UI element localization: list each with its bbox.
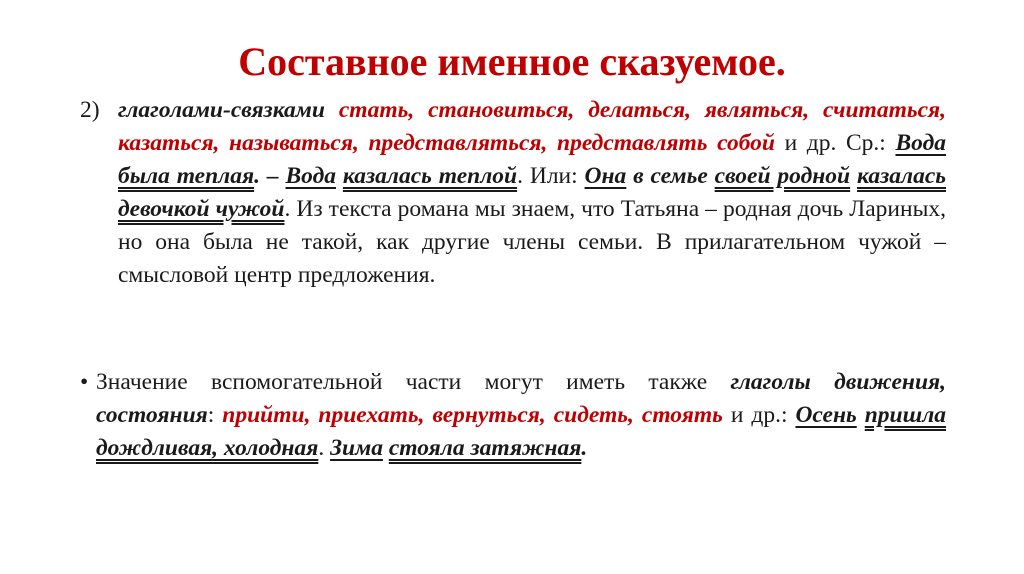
text-segment: .: [581, 435, 588, 461]
text-space: [850, 163, 857, 189]
text-space: [336, 163, 343, 189]
predicate-example: стояла затяжная: [388, 435, 582, 461]
text-segment: в семье: [626, 163, 715, 189]
text-segment: . Или:: [517, 163, 585, 189]
predicate-example: казалась девочкой чужой: [118, 163, 946, 222]
example-verbs-list: прийти, приехать, вернуться, сидеть, стоять: [222, 402, 723, 428]
text-space: [857, 402, 865, 428]
text-segment: Значение вспомогательной части могут иметь также: [96, 369, 731, 395]
term-linking-verbs: глаголами-связками: [118, 97, 325, 123]
subject-example: Она: [584, 163, 627, 189]
subject-example: Вода: [895, 130, 946, 156]
predicate-example: пришла дождливая, холодная: [96, 402, 947, 461]
text-segment: и др. Ср.:: [774, 130, 896, 156]
slide-title: Составное именное сказуемое.: [238, 39, 786, 84]
text-segment: .: [318, 435, 331, 461]
text-segment: . Из текста романа мы знаем, что Татьяна – родная дочь Лариных, но она была не такой, как другие члены семьи. В прилагательном чужой – смысловой центр предложения.: [118, 196, 946, 288]
item-number: 2): [80, 97, 100, 123]
bullet-paragraph: [96, 366, 946, 465]
predicate-example: была теплая: [118, 163, 255, 189]
text-segment: и др.:: [722, 402, 796, 428]
predicate-example: казалась теплой: [342, 163, 518, 189]
subject-example: Осень: [795, 402, 857, 428]
subject-example: Зима: [330, 435, 383, 461]
bullet-marker: •: [80, 369, 89, 395]
attribute-example: своей родной: [714, 163, 851, 189]
text-space: [325, 97, 339, 123]
item-2-paragraph: [118, 94, 946, 292]
example-verbs-list: стать, становиться, делаться, являться, считаться, казаться, называться, представляться, представлять собой: [118, 97, 947, 156]
text-segment: :: [207, 402, 223, 428]
term-verbs-of-motion: глаголы движения, состояния: [96, 369, 946, 428]
subject-example: Вода: [285, 163, 337, 189]
text-segment: . –: [254, 163, 286, 189]
